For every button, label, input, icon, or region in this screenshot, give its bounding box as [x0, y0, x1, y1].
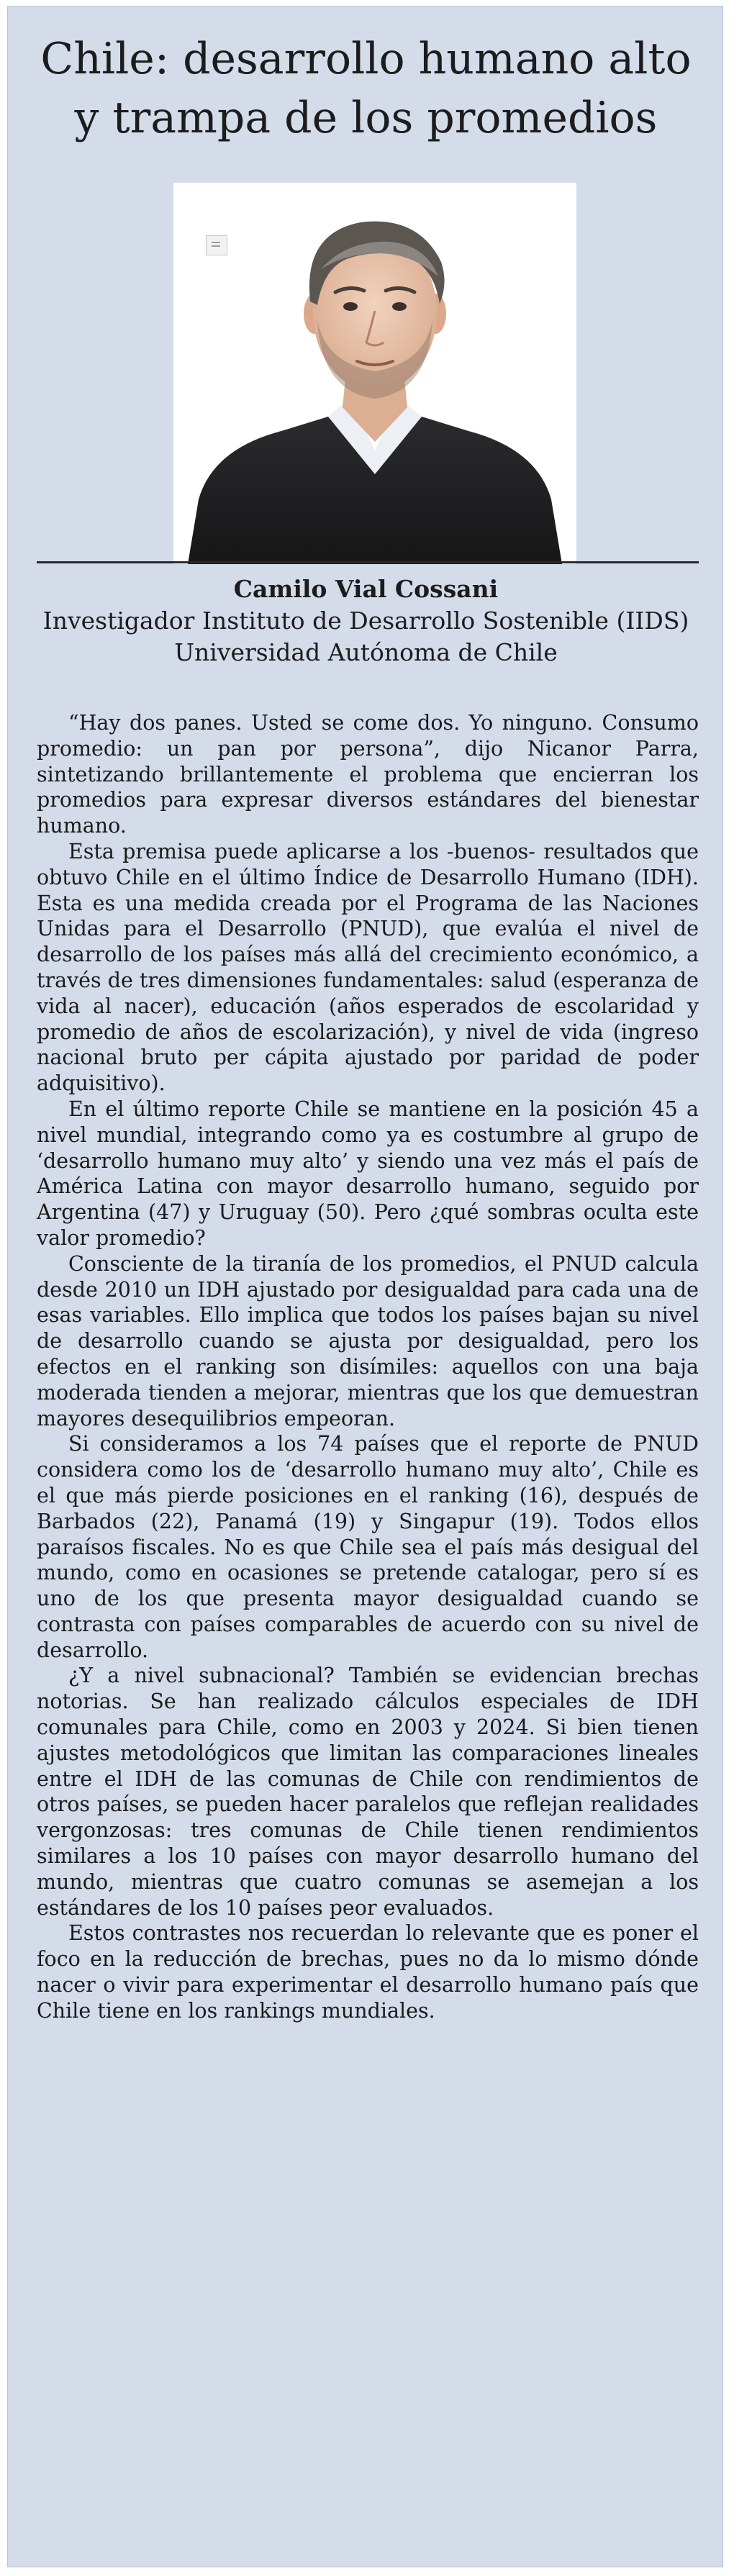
article-title-line-2: y trampa de los promedios: [74, 93, 658, 143]
paragraph: ¿Y a nivel subnacional? También se evidencian brechas notorias. Se han realizado cálculos especiales de IDH comunales para Chile, como en 2003 y 2024. Si bien tienen ajustes metodológicos que limitan las comparaciones lineales entre el IDH de las comunas de Chile con rendimientos de otros países, se pueden hacer paralelos que reflejan realidades vergonzosas: tres comunas de Chile tienen rendimientos similares a los 10 países con mayor desarrollo humano del mundo, mientras que cuatro comunas se asemejan a los estándares de los 10 países peor evaluados.: [37, 1664, 699, 1920]
qr-code-icon: [206, 235, 227, 255]
article-body: [37, 710, 699, 2024]
paragraph: Consciente de la tiranía de los promedios, el PNUD calcula desde 2010 un IDH ajustado por desigualdad para cada una de esas variables. Ello implica que todos los países bajan su nivel de desarrollo cuando se ajusta por desigualdad, pero los efectos en el ranking son disímiles: aquellos con una baja moderada tienden a mejorar, mientras que los que demuestran mayores desequilibrios empeoran.: [37, 1251, 699, 1430]
author-name: Camilo Vial Cossani: [233, 575, 499, 603]
paragraph: Si consideramos a los 74 países que el reporte de PNUD considera como los de ‘desarrollo humano muy alto’, Chile es el que más pierde posiciones en el ranking (16), después de Barbados (22), Panamá (19) y Singapur (19). Todos ellos paraísos fiscales. No es que Chile sea el país más desigual del mundo, como en ocasiones se pretende catalogar, pero sí es uno de los que presenta mayor desigualdad cuando se contrasta con países comparables de acuerdo con su nivel de desarrollo.: [37, 1432, 699, 1662]
newspaper-column: [7, 6, 723, 2567]
photo-divider-line: [37, 561, 699, 563]
author-byline: [8, 573, 724, 668]
article-title: [8, 30, 724, 148]
author-photo: [173, 183, 576, 564]
author-affiliation-line-1: Investigador Instituto de Desarrollo Sostenible (IIDS): [42, 607, 689, 635]
author-portrait-image: [173, 183, 576, 564]
author-affiliation-line-2: Universidad Autónoma de Chile: [174, 638, 558, 666]
paragraph: “Hay dos panes. Usted se come dos. Yo ninguno. Consumo promedio: un pan por persona”, dijo Nicanor Parra, sintetizando brillantemente el problema que encierran los promedios para expresar diversos estándares del bienestar humano.: [37, 711, 699, 838]
article-title-line-1: Chile: desarrollo humano alto: [40, 34, 692, 84]
paragraph: En el último reporte Chile se mantiene en la posición 45 a nivel mundial, integrando como ya es costumbre al grupo de ‘desarrollo humano muy alto’ y siendo una vez más el país de América Latina con mayor desarrollo humano, seguido por Argentina (47) y Uruguay (50). Pero ¿qué sombras oculta este valor promedio?: [37, 1097, 699, 1250]
paragraph: Estos contrastes nos recuerdan lo relevante que es poner el foco en la reducción de brechas, pues no da lo mismo dónde nacer o vivir para experimentar el desarrollo humano país que Chile tiene en los rankings mundiales.: [37, 1921, 699, 2023]
paragraph: Esta premisa puede aplicarse a los -buenos- resultados que obtuvo Chile en el último Índice de Desarrollo Humano (IDH). Esta es una medida creada por el Programa de las Naciones Unidas para el Desarrollo (PNUD), que evalúa el nivel de desarrollo de los países más allá del crecimiento económico, a través de tres dimensiones fundamentales: salud (esperanza de vida al nacer), educación (años esperados de escolaridad y promedio de años de escolarización), y nivel de vida (ingreso nacional bruto per cápita ajustado por paridad de poder adquisitivo).: [37, 839, 699, 1096]
